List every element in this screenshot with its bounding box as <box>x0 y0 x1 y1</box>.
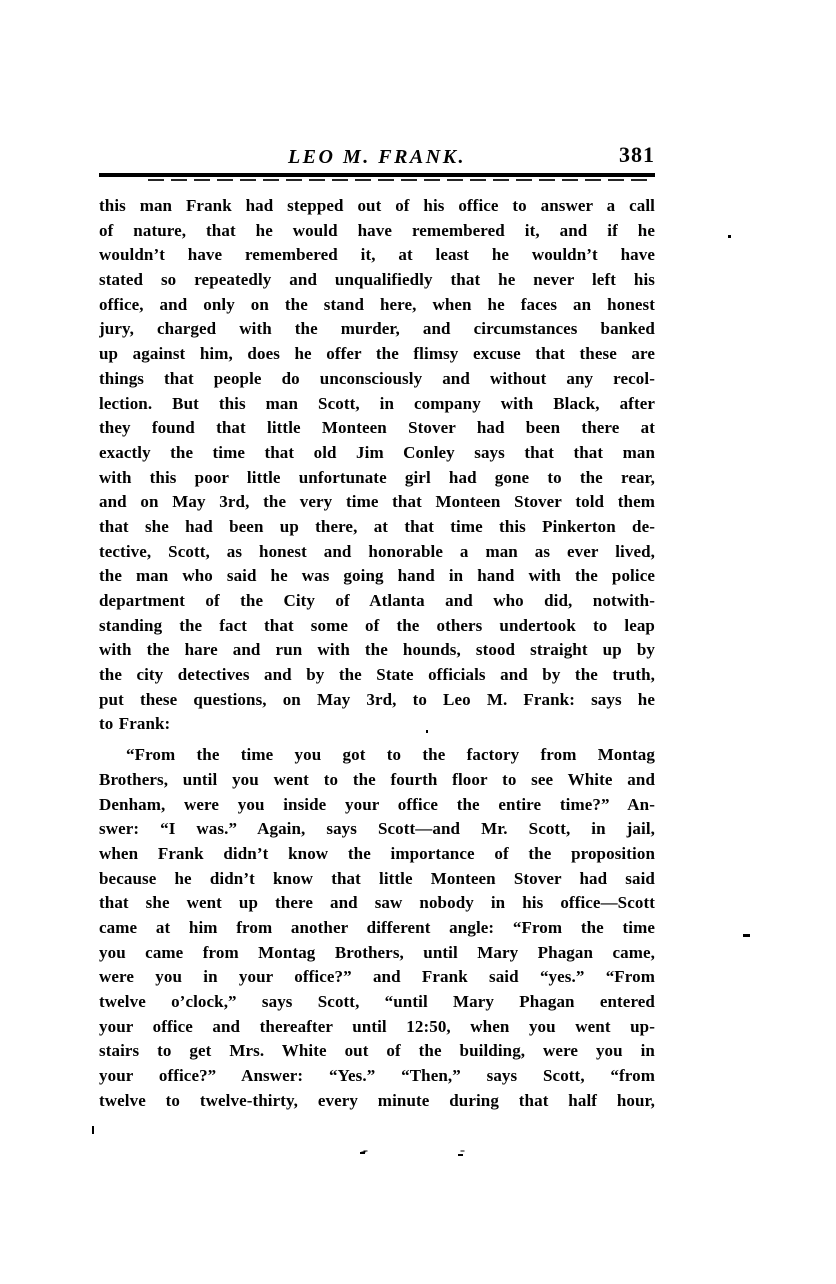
text-line: swer: “I was.” Again, says Scott—and Mr. Scott, in jail, <box>99 819 655 839</box>
scan-speck-dash-right-margin <box>743 934 750 937</box>
text-line: stated so repeatedly and unqualifiedly that he never left his <box>99 270 655 290</box>
text-line: Denham, were you inside your office the entire time?” An- <box>99 794 655 814</box>
text-line: “From the time you got to the factory from Montag <box>126 745 655 765</box>
text-line: tective, Scott, as honest and honorable a man as ever lived, <box>99 541 655 561</box>
text-line: lection. But this man Scott, in company with Black, after <box>99 393 655 413</box>
scan-speck-bottom-right <box>458 1154 463 1156</box>
text-line: your office and thereafter until 12:50, when you went up- <box>99 1016 655 1036</box>
paragraph <box>99 194 655 737</box>
header-rule <box>99 173 655 177</box>
text-line: stairs to get Mrs. White out of the building, were you in <box>99 1041 655 1061</box>
text-line: office, and only on the stand here, when he faces an honest <box>99 294 655 314</box>
paragraph <box>99 743 655 1113</box>
scan-speck-tick-left-margin <box>92 1126 94 1134</box>
text-line: department of the City of Atlanta and who did, notwith- <box>99 591 655 610</box>
text-line: came at him from another different angle: “From the time <box>99 917 655 937</box>
text-line: up against him, does he offer the flimsy excuse that these are <box>99 344 655 364</box>
text-line: put these questions, on May 3rd, to Leo M. Frank: says he <box>99 689 655 709</box>
text-line: were you in your office?” and Frank said “yes.” “From <box>99 967 655 987</box>
page-number: 381 <box>619 142 655 167</box>
text-line: you came from Montag Brothers, until Mary Phagan came, <box>99 942 655 962</box>
text-line: the city detectives and by the State officials and by the truth, <box>99 665 655 685</box>
text-line: Brothers, until you went to the fourth floor to see White and <box>99 769 655 789</box>
text-line: twelve o’clock,” says Scott, “until Mary Phagan entered <box>99 992 655 1011</box>
text-line: standing the fact that some of the others undertook to leap <box>99 615 655 635</box>
text-line: with the hare and run with the hounds, stood straight up by <box>99 640 655 660</box>
running-head-title: LEO M. FRANK. <box>287 146 467 168</box>
scan-speck-bottom-left <box>360 1152 365 1154</box>
scan-speck-dot-top-margin <box>728 235 731 238</box>
text-line: the man who said he was going hand in hand with the police <box>99 566 655 586</box>
scan-speck-dot-mid-page <box>426 730 428 733</box>
body-text <box>99 194 655 1113</box>
text-line: exactly the time that old Jim Conley says that that man <box>99 442 655 462</box>
text-line: wouldn’t have remembered it, at least he wouldn’t have <box>99 245 655 265</box>
header-rule-broken-line <box>148 179 653 181</box>
text-line: of nature, that he would have remembered it, and if he <box>99 220 655 240</box>
text-line: that she had been up there, at that time this Pinkerton de- <box>99 516 655 536</box>
text-line: because he didn’t know that little Monteen Stover had said <box>99 868 655 888</box>
text-line: twelve to twelve-thirty, every minute during that half hour, <box>99 1090 655 1110</box>
text-line: this man Frank had stepped out of his office to answer a call <box>99 196 655 215</box>
text-line: when Frank didn’t know the importance of the proposition <box>99 843 655 863</box>
text-line: and on May 3rd, the very time that Monteen Stover told them <box>99 492 655 512</box>
text-line: that she went up there and saw nobody in his office—Scott <box>99 893 655 913</box>
text-line: jury, charged with the murder, and circumstances banked <box>99 319 655 339</box>
text-line: things that people do unconsciously and without any recol- <box>99 368 655 388</box>
text-line: to Frank: <box>99 714 171 734</box>
text-line: they found that little Monteen Stover had been there at <box>99 418 655 438</box>
text-line: your office?” Answer: “Yes.” “Then,” says Scott, “from <box>99 1066 655 1086</box>
text-line: with this poor little unfortunate girl had gone to the rear, <box>99 467 655 487</box>
